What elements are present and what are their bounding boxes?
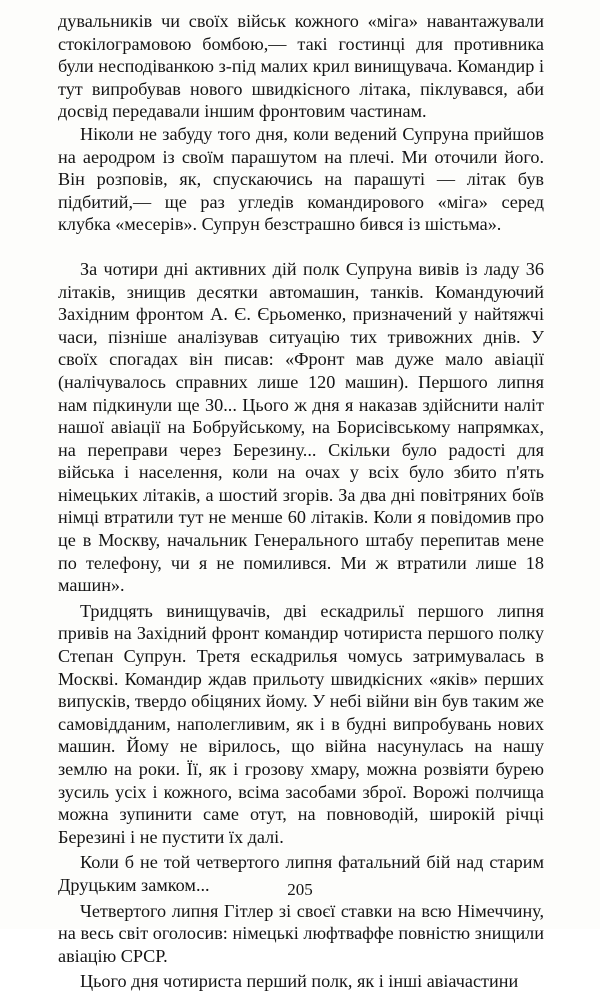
page-body-text [58,10,544,993]
paragraph: Четвертого липня Гітлер зі своєї ставки на всю Німеччину, на весь світ оголосив: німецькі люфтваффе повністю знищили авіацію СРСР. [58,900,544,966]
paragraph: Коли б не той четвертого липня фатальний бій над старим Друцьким замком... [58,852,544,895]
paragraph: Ніколи не забуду того дня, коли ведений Супруна прийшов на аеродром із своїм парашутом на плечі. Ми оточили його. Він розповів, як, спускаючись на парашуті — літак був підбитий,— ще раз угледів командирового «міга» серед клубка «месерів». Супрун безстрашно бився із шістьма». [58,123,544,235]
paragraph-continued: дувальників чи своїх військ кожного «міга» навантажували стокілограмовою бомбою,— такі гостинці для противника були несподіванкою з-під малих крил винищувача. Командир і тут випробував нового швидкісного літака, піклувався, аби досвід передавали іншим фронтовим частинам. [58,11,544,122]
paragraph: Тридцять винищувачів, дві ескадрильї першого липня привів на Західний фронт командир чотириста першого полку Степан Супрун. Третя ескадрилья чомусь затримувалась в Москві. Командир ждав прильоту швидкісних «яків» перших випусків, твердо обіцяних йому. У небі війни він був таким же самовідданим, наполегливим, як і в будні випробувань нових машин. Йому не вірилось, що війна насунулась на нашу землю на роки. Її, як і грозову хмару, можна розвіяти бурею зусиль усіх і кожного, всіма засобами зброї. Ворожі полчища можна зупинити саме отут, на повноводій, широкій річці Березині і не пустити їх далі. [58,600,544,847]
page-number: 205 [287,880,313,899]
paragraph-section-start: За чотири дні активних дій полк Супруна вивів із ладу 36 літаків, знищив десятки автомашин, танків. Командуючий Західним фронтом А. Є. Єрьоменко, призначений у найтяжчі часи, пізніше аналізував ситуацію тих тривожних днів. У своїх спогадах він писав: «Фронт мав дуже мало авіації (налічувалось справних лише 120 машин). Першого липня нам підкинули ще 30... Цього ж дня я наказав здійснити наліт нашої авіації на Бобруйському, на Борисівському напрямках, на переправи через Березину... Скільки було радості для війська і населення, коли на очах у всіх було збито п'ять німецьких літаків, а шостий згорів. За два дні повітряних боїв німці втратили тут не менше 60 літаків. Коли я повідомив про це в Москву, начальник Генерального штабу перепитав мене по телефону, чи я не помилився. Ми ж втратили лише 18 машин». [58,258,544,596]
paragraph: Цього дня чотириста перший полк, як і інші авіачастини [80,971,519,992]
